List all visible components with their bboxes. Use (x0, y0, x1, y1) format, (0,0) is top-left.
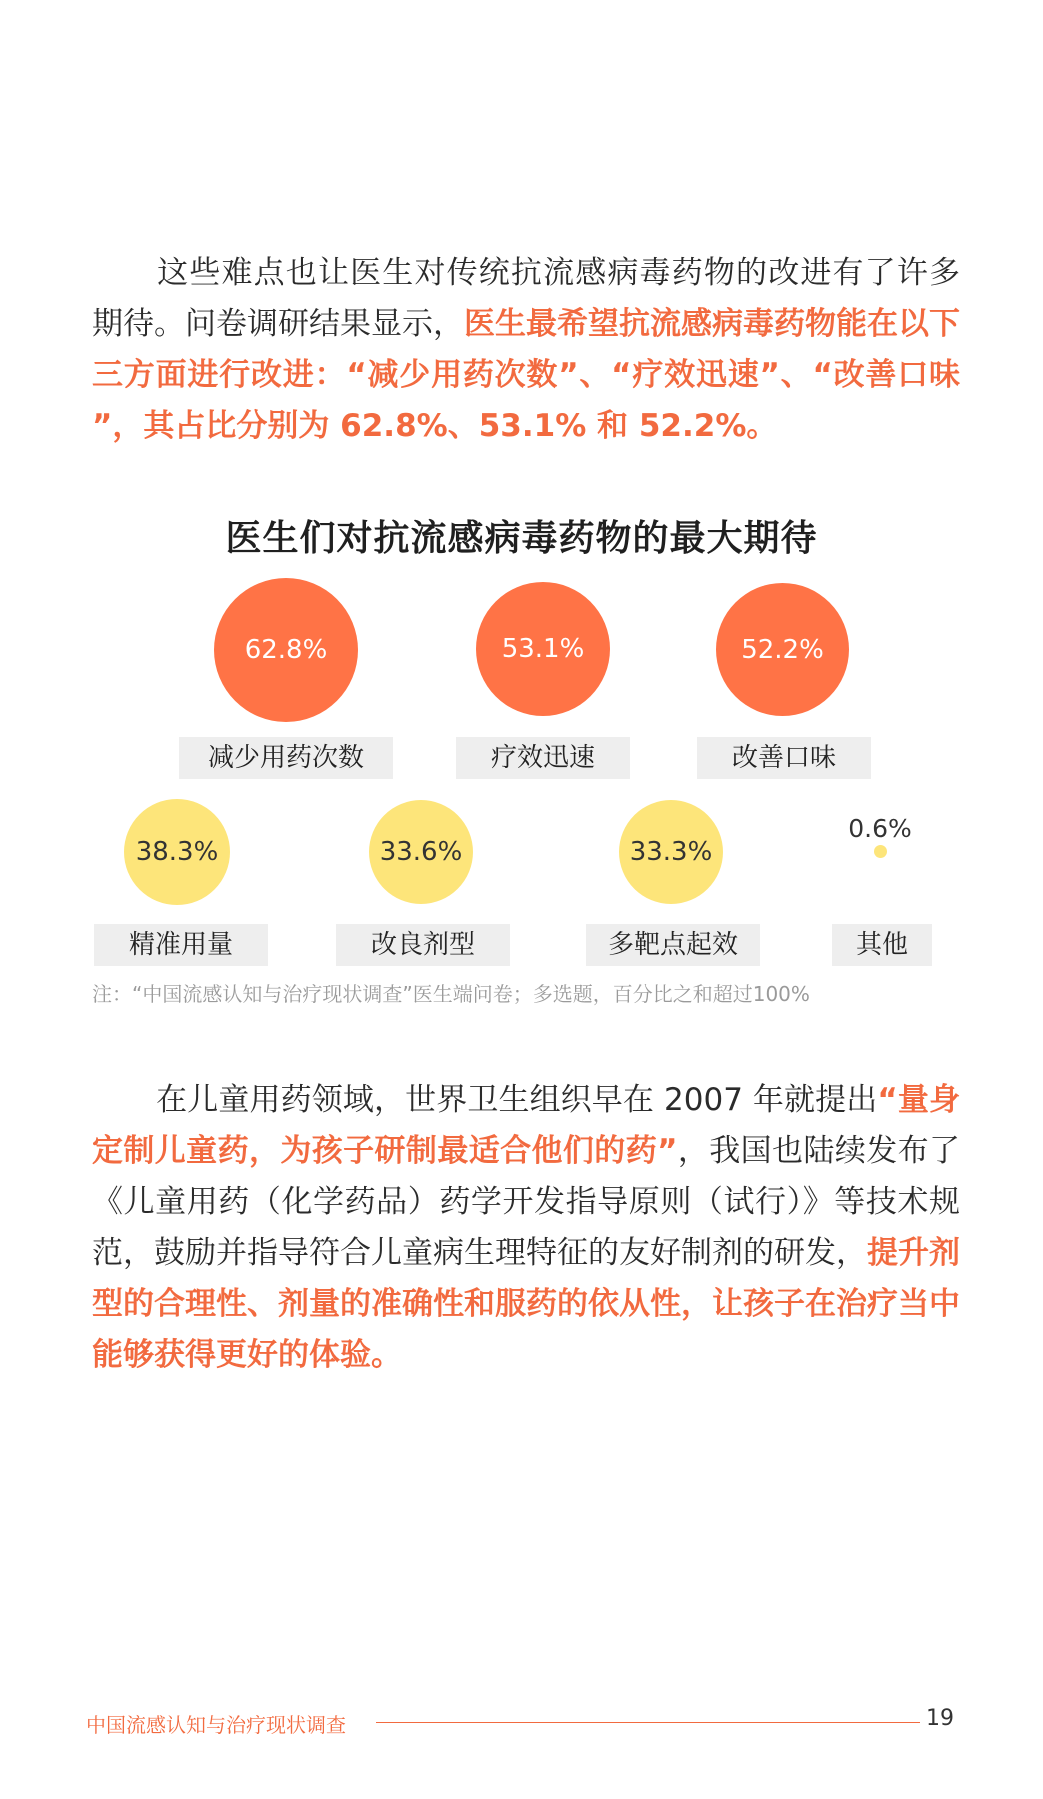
category-label-better-taste: 改善口味 (697, 737, 871, 779)
value-label: 33.6% (379, 837, 463, 867)
value-label: 52.2% (741, 634, 824, 665)
bubble-other (874, 845, 887, 858)
bubble-reduce-dosing (214, 578, 358, 722)
chart-title: 医生们对抗流感病毒药物的最大期待 (225, 518, 818, 559)
paragraph-text: ，我国也陆续发布了《儿童用药（化学药品）药学开发指导原则（试行）》等技术规范，鼓励并指导符合儿童病生理特征的友好制剂的研发， (92, 1133, 961, 1271)
category-label-precise-dosage: 精准用量 (94, 924, 268, 966)
bubble-multi-target (619, 800, 723, 904)
bubble-precise-dosage (124, 799, 230, 905)
value-label: 53.1% (501, 634, 585, 664)
category-label-other: 其他 (832, 924, 932, 966)
paragraph-text: 在儿童用药领域，世界卫生组织早在 2007 年就提出 (156, 1082, 878, 1118)
footer-divider (376, 1722, 920, 1723)
category-label-fast-efficacy: 疗效迅速 (456, 737, 630, 779)
intro-highlight: 医生最希望抗流感病毒药物能在以下三方面进行改进：“减少用药次数”、“疗效迅速”、“改善口味 ”，其占比分别为 62.8%、53.1% 和 52.2%。 (92, 306, 960, 444)
bubble-better-taste (716, 583, 849, 716)
value-label: 38.3% (135, 837, 219, 867)
value-label: 62.8% (244, 635, 328, 665)
intro-text: 这些难点也让医生对传统抗流感病毒药物的改进有了许多期待。问卷调研结果显示， (92, 255, 960, 342)
category-label-multi-target: 多靶点起效 (586, 924, 760, 966)
category-label-improved-formulation: 改良剂型 (336, 924, 510, 966)
children-medication-paragraph (92, 1075, 960, 1381)
value-label: 33.3% (629, 837, 713, 867)
bubble-improved-formulation (369, 800, 473, 904)
paragraph-highlight: 提升剂型的合理性、剂量的准确性和服药的依从性，让孩子在治疗当中能够获得更好的体验。 (92, 1235, 960, 1373)
category-label-reduce-dosing: 减少用药次数 (179, 737, 393, 779)
footer-title: 中国流感认知与治疗现状调查 (86, 1713, 346, 1737)
value-label-other: 0.6% (848, 814, 912, 843)
bubble-fast-efficacy (476, 582, 610, 716)
paragraph-highlight: “量身定制儿童药，为孩子研制最适合他们的药” (92, 1082, 960, 1169)
intro-paragraph (92, 248, 960, 452)
chart-note: 注：“中国流感认知与治疗现状调查”医生端问卷；多选题，百分比之和超过100% (92, 982, 810, 1006)
page-number: 19 (926, 1706, 954, 1731)
